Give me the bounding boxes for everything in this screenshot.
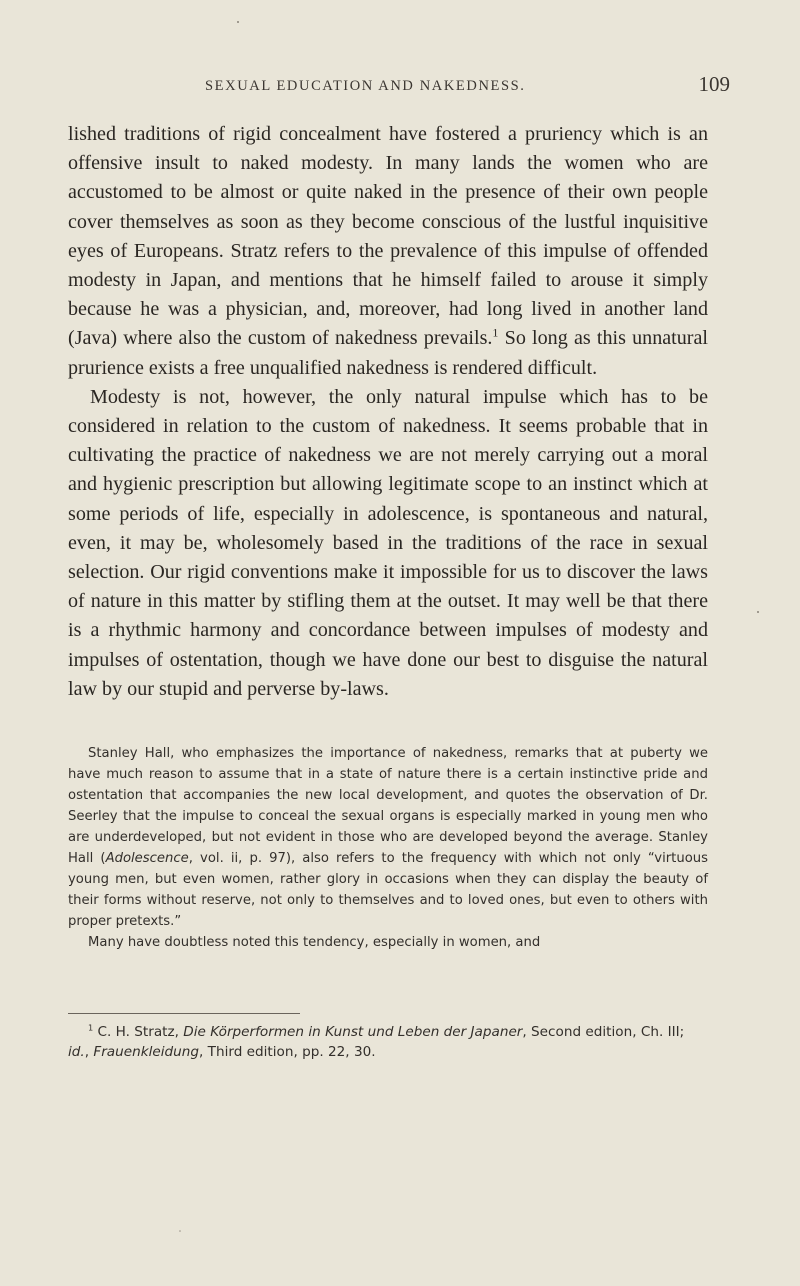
paper-speck	[757, 611, 759, 613]
paragraph-2: Modesty is not, however, the only natural impulse which has to be considered in relation to the custom of nakedness. It seems probable that in cultivating the practice of nakedness we are not merely carrying out a moral and hygienic prescription but allowing legitimate scope to an instinct which at some periods of life, especially in adolescence, is spontaneous and natural, even, it may be, wholesomely based in the traditions of the race in sexual selection. Our rigid conventions make it impossible for us to discover the laws of nature in this matter by stifling them at the outset. It may well be that there is a rhythmic harmony and concordance between impulses of modesty and impulses of ostentation, though we have done our best to disguise the natural law by our stupid and perverse by-laws.	[68, 385, 708, 700]
small-paragraph-1	[68, 743, 708, 932]
footnote-title-2: Frauenkleidung	[93, 1044, 200, 1060]
footnote-marker: 1	[88, 1022, 94, 1033]
page-number: 109	[698, 72, 730, 96]
footnote	[68, 1022, 708, 1062]
footnote-reference[interactable]: 1	[492, 325, 499, 340]
footnote-title-1: Die Körperformen in Kunst und Leben der Japaner	[183, 1024, 523, 1040]
paragraph-1	[68, 120, 708, 383]
footnote-divider	[68, 1013, 300, 1014]
small-paragraph-2: Many have doubtless noted this tendency, especially in women, and	[88, 935, 541, 950]
book-title-adolescence: Adolescence	[105, 851, 189, 866]
paper-speck	[179, 1230, 181, 1232]
small-paragraph-1-text: Stanley Hall, who emphasizes the importance of nakedness, remarks that at puberty we have much reason to assume that in a state of nature there is a certain instinctive pride and ostentation that accompanies the new local development, and quotes the observation of Dr. Seerley that the impulse to conceal the sexual organs is especially marked in young men who are underdeveloped, but not evident in those who are developed beyond the average. Stanley Hall (	[68, 746, 708, 866]
small-print-section	[68, 743, 708, 953]
footnote-edition-1: , Second edition, Ch. III;	[522, 1024, 685, 1040]
footnote-1	[68, 1022, 708, 1062]
small-paragraph-1-continuation: , vol. ii, p. 97), also refers to the frequency with which not only “virtuous young men, but even women, rather glory in occasions when they can display the beauty of their forms without reserve, not only to themselves and to loved ones, but even to others with proper pretexts.”	[68, 851, 708, 929]
running-head	[70, 72, 730, 102]
main-text	[68, 120, 708, 704]
paragraph-1-text: lished traditions of rigid concealment have fostered a pruriency which is an offensive insult to naked modesty. In many lands the women who are accustomed to be almost or quite naked in the presence of their own people cover themselves as soon as they become conscious of the lustful inquisitive eyes of Europeans. Stratz refers to the prevalence of this impulse of offended modesty in Japan, and mentions that he himself failed to arouse it simply because he was a physician, and, moreover, had long lived in another land (Java) where also the custom of nakedness prevails.	[68, 123, 708, 350]
footnote-separator: ,	[84, 1044, 94, 1060]
paragraph-1-continuation: So long as this unnatural prurience exists a free unqualified nakedness is rendered difficult.	[68, 327, 709, 379]
footnote-author: C. H. Stratz,	[93, 1024, 184, 1040]
footnote-ibid: id.	[68, 1044, 85, 1060]
paper-speck	[237, 21, 239, 23]
footnote-edition-2: , Third edition, pp. 22, 30.	[199, 1044, 376, 1060]
running-title: SEXUAL EDUCATION AND NAKEDNESS.	[205, 78, 526, 94]
